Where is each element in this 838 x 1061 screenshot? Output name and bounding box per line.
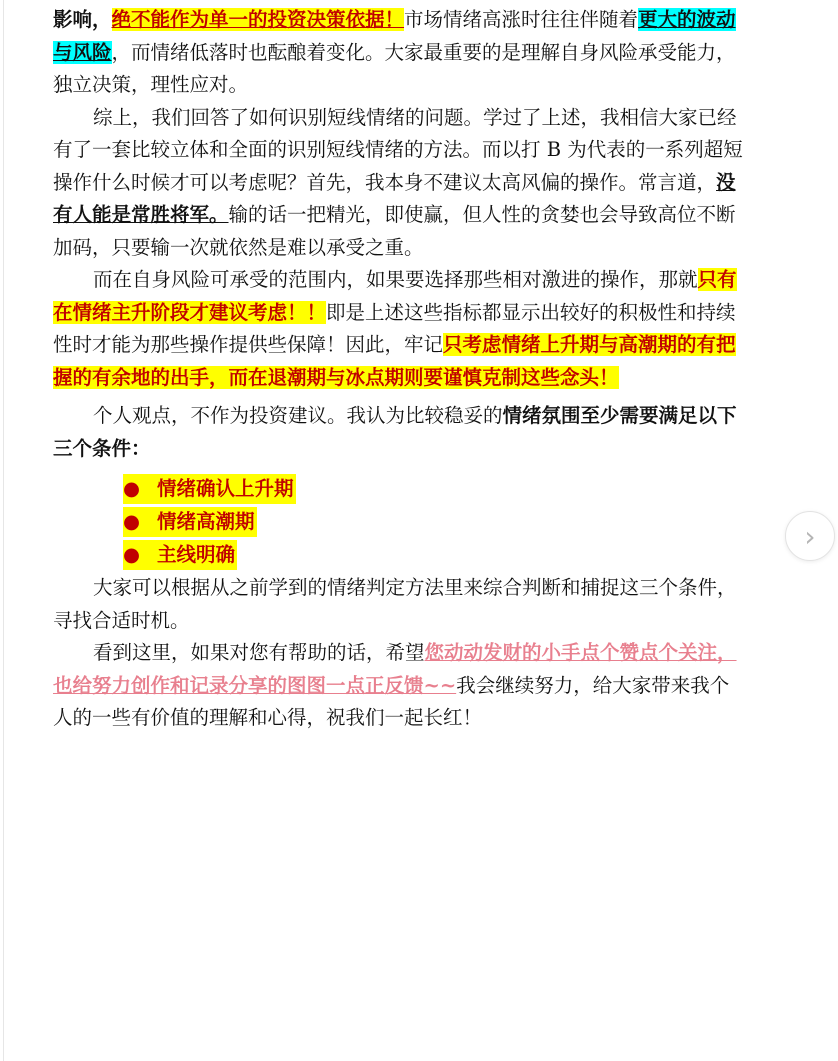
text-bold-underline: 没有人能是常胜将军。 [53,170,736,226]
list-item [123,539,743,572]
paragraph-risk-warning [53,4,743,102]
text-plain: 我会继续努力，给大家带来我个人的一些有价值的理解和心得，祝我们一起长红！ [53,673,730,729]
highlight-rising-phase: 只有在情绪主升阶段才建议考虑！！ [53,268,737,324]
text-bold: 影响， [53,8,112,31]
text-plain: 而在自身风险可承受的范围内，如果要选择那些相对激进的操作，那就 [93,268,698,291]
list-item-label: 情绪高潮期 [157,510,255,533]
article-body [53,4,743,735]
bullet-dot-icon: ● [123,477,141,500]
text-plain: 输的话一把精光，即使赢，但人性的贪婪也会导致高位不断加码，只要输一次就依然是难以承受之重。 [53,203,736,259]
text-pink-cta: 您动动发财的小手点个赞点个关注，也给努力创作和记录分享的图图一点正反馈~~ [53,641,737,697]
paragraph-risk-scope [53,264,743,394]
highlight-key-rule: 只考虑情绪上升期与高潮期的有把握的有余地的出手，而在退潮期与冰点期则要谨慎克制这些念头！ [53,333,736,389]
highlight-warning: 绝不能作为单一的投资决策依据！ [111,8,405,31]
text-plain: 即是上述这些指标都显示出较好的积极性和持续性时才能为那些操作提供些保障！因此，牢记 [53,300,736,356]
list-item-label: 主线明确 [157,543,236,566]
paragraph-closing [53,637,743,735]
text-plain: 综上，我们回答了如何识别短线情绪的问题。学过了上述，我相信大家已经有了一套比较立体和全面的识别短线情绪的方法。而以打 B 为代表的一系列超短操作什么时候才可以考虑呢？首先，我本身不建议太高风偏的操作。常言道， [53,105,743,194]
text-plain: 看到这里，如果对您有帮助的话，希望 [93,641,425,664]
bullet-dot-icon: ● [123,543,141,566]
next-page-button[interactable] [785,511,835,561]
paragraph-method [53,572,743,637]
text-bold: 情绪氛围至少需要满足以下三个条件： [53,404,737,460]
paragraph-opinion [53,400,743,465]
list-item [123,506,743,539]
highlight-volatility: 更大的波动与风险 [53,8,736,64]
text-plain: 市场情绪高涨时往往伴随着 [404,8,639,31]
text-plain: ，而情绪低落时也酝酿着变化。大家最重要的是理解自身风险承受能力，独立决策，理性应对。 [53,40,736,96]
conditions-list [123,473,743,572]
list-item-label: 情绪确认上升期 [157,477,294,500]
page-left-border [3,0,4,1061]
bullet-dot-icon: ● [123,510,141,533]
list-item [123,473,743,506]
text-plain: 大家可以根据从之前学到的情绪判定方法里来综合判断和捕捉这三个条件，寻找合适时机。 [53,576,737,632]
text-plain: 个人观点，不作为投资建议。我认为比较稳妥的 [93,404,503,427]
chevron-right-icon: › [804,519,816,553]
paragraph-summary [53,102,743,265]
